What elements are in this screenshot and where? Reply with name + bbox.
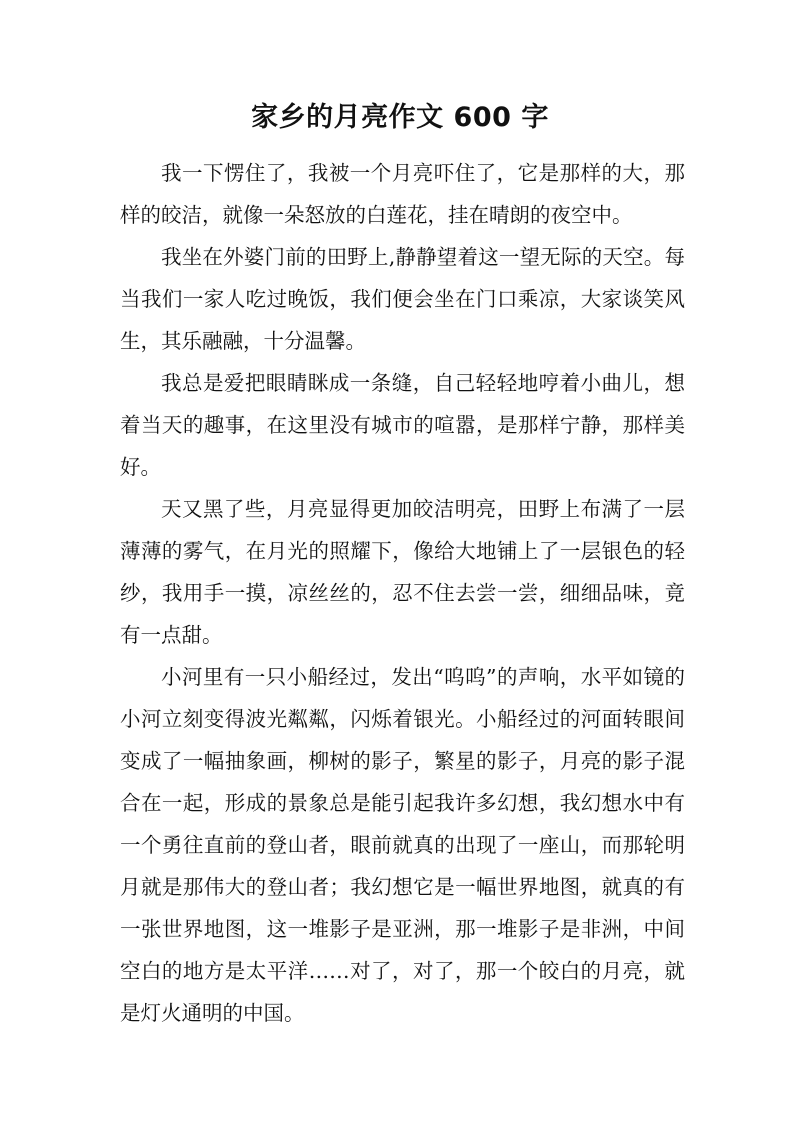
- document-title: 家乡的月亮作文 600 字: [251, 102, 549, 133]
- document-body: [120, 152, 685, 1034]
- paragraph-5: 小河里有一只小船经过，发出“呜呜”的声响，水平如镜的小河立刻变得波光粼粼，闪烁着银光。小船经过的河面转眼间变成了一幅抽象画，柳树的影子，繁星的影子，月亮的影子混合在一起，形成的景象总是能引起我许多幻想，我幻想水中有一个勇往直前的登山者，眼前就真的出现了一座山，而那轮明月就是那伟大的登山者；我幻想它是一幅世界地图，就真的有一张世界地图，这一堆影子是亚洲，那一堆影子是非洲，中间空白的地方是太平洋……对了，对了，那一个皎白的月亮，就是灯火通明的中国。: [120, 665, 685, 1025]
- paragraph-3: 我总是爱把眼睛眯成一条缝，自己轻轻地哼着小曲儿，想着当天的趣事，在这里没有城市的喧嚣，是那样宁静，那样美好。: [120, 371, 685, 479]
- paragraph-1: 我一下愣住了，我被一个月亮吓住了，它是那样的大，那样的皎洁，就像一朵怒放的白莲花，挂在晴朗的夜空中。: [120, 161, 685, 227]
- paragraph-2: 我坐在外婆门前的田野上,静静望着这一望无际的天空。每当我们一家人吃过晚饭，我们便会坐在门口乘凉，大家谈笑风生，其乐融融，十分温馨。: [120, 245, 685, 353]
- paragraph-4: 天又黑了些，月亮显得更加皎洁明亮，田野上布满了一层薄薄的雾气，在月光的照耀下，像给大地铺上了一层银色的轻纱，我用手一摸，凉丝丝的，忍不住去尝一尝，细细品味，竟有一点甜。: [120, 497, 685, 647]
